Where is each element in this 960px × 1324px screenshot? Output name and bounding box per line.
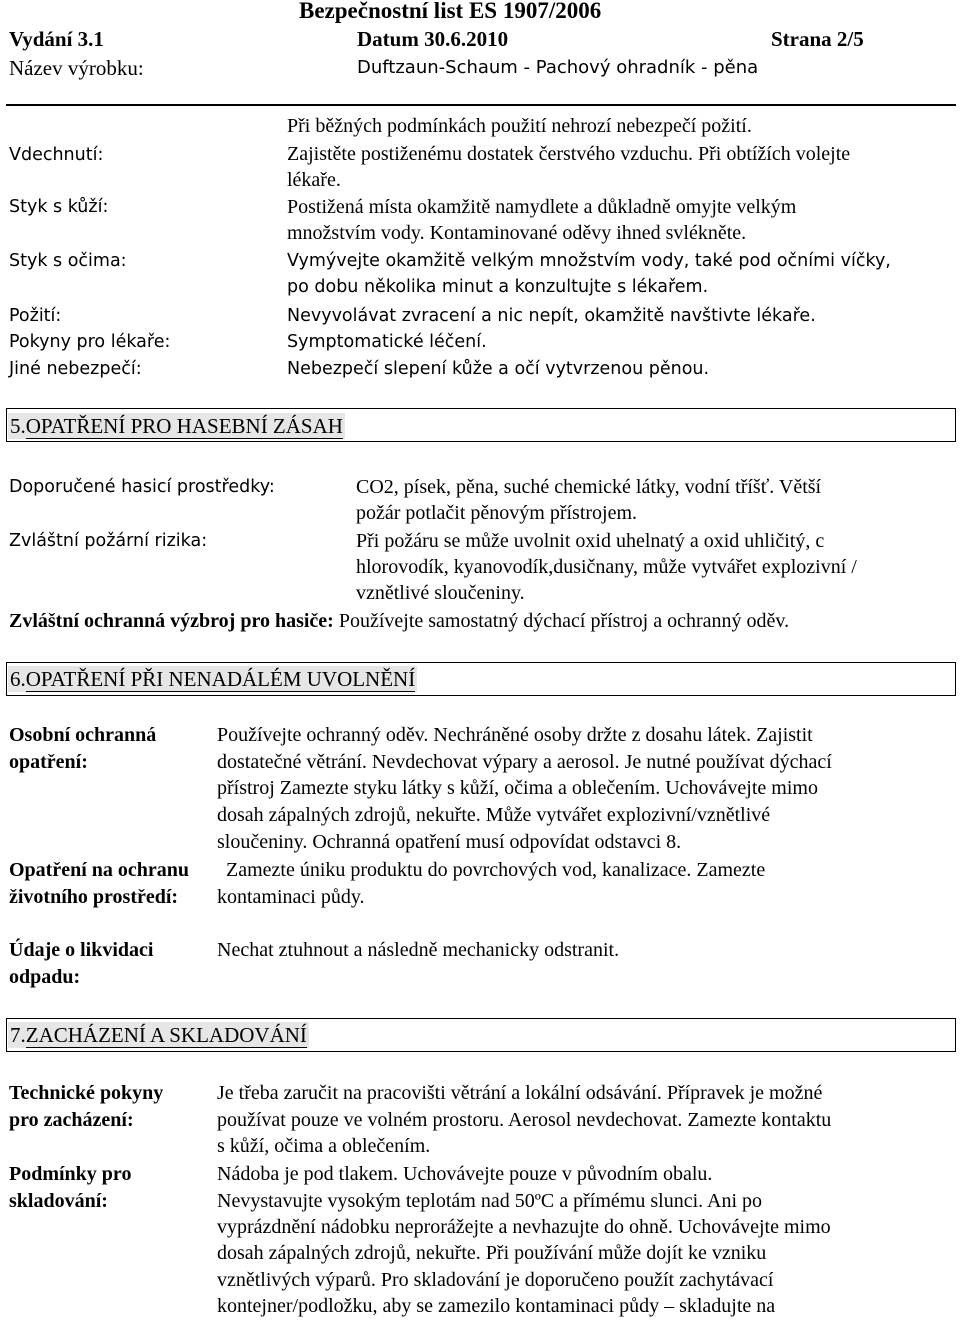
storage-text-1: Nádoba je pod tlakem. Uchovávejte pouze v původním obalu. [217,1163,713,1185]
fire-hazards-text-3: vznětlivé sloučeniny. [356,582,525,604]
fire-hazards-label: Zvláštní požární rizika: [9,531,208,551]
eyes-label: Styk s očima: [9,251,127,271]
section-5-heading [8,413,345,439]
environment-text-2: kontaminaci půdy. [217,886,365,908]
storage-text-2: Nevystavujte vysokým teplotám nad 50ºC a přímému slunci. Ani po [217,1190,763,1212]
header-divider [6,104,956,106]
eyes-text-2: po dobu několika minut a konzultujte s lékařem. [287,277,709,297]
inhalation-label: Vdechnutí: [9,145,104,165]
extinguishing-text-1: CO2, písek, pěna, suché chemické látky, vodní tříšť. Větší [356,476,822,498]
handling-label-1: Technické pokyny [9,1082,164,1104]
skin-label: Styk s kůží: [9,197,109,217]
personal-precautions-text-5: sloučeniny. Ochranná opatření musí odpovídat odstavci 8. [217,831,682,853]
date: Datum 30.6.2010 [357,27,509,51]
ingestion-text: Nevyvolávat zvracení a nic nepít, okamžitě navštivte lékaře. [287,306,816,326]
first-aid-general: Při běžných podmínkách použití nehrozí nebezpečí požití. [287,115,752,137]
other-hazards-label: Jiné nebezpečí: [9,359,142,379]
storage-text-5: vznětlivých výparů. Pro skladování je doporučeno použít zachytávací [217,1269,774,1291]
fire-hazards-text-1: Při požáru se může uvolnit oxid uhelnatý a oxid uhličitý, c [356,530,825,552]
skin-text-1: Postižená místa okamžitě namydlete a důkladně omyjte velkým [287,196,797,218]
section-7-title: ZACHÁZENÍ A SKLADOVÁNÍ [25,1023,307,1047]
inhalation-text-1: Zajistěte postiženému dostatek čerstvého vzduchu. Při obtížích volejte [287,143,851,165]
page-number: Strana 2/5 [771,27,864,51]
personal-precautions-text-1: Používejte ochranný oděv. Nechráněné osoby držte z dosahu látek. Zajistit [217,724,813,746]
storage-text-4: dosah zápalných zdrojů, nekuřte. Při používání může dojít ke vzniku [217,1242,767,1264]
handling-text-3: s kůží, očima a oblečením. [217,1135,431,1157]
storage-label-1: Podmínky pro [9,1163,132,1185]
other-hazards-text: Nebezpečí slepení kůže a očí vytvrzenou pěnou. [287,359,710,379]
doctor-label: Pokyny pro lékaře: [9,332,171,352]
inhalation-text-2: lékaře. [287,169,341,191]
storage-text-3: vyprázdnění nádobku neprorážejte a nevhazujte do ohně. Uchovávejte mimo [217,1216,831,1238]
section-6-heading [8,666,417,692]
section-7-heading [8,1022,309,1048]
firefighter-equipment-row [9,608,789,634]
disposal-label-1: Údaje o likvidaci [9,939,154,961]
extinguishing-label: Doporučené hasicí prostředky: [9,477,275,497]
handling-text-1: Je třeba zaručit na pracovišti větrání a lokální odsávání. Přípravek je možné [217,1082,823,1104]
environment-label-1: Opatření na ochranu [9,859,190,881]
section-6-number: 6. [10,667,26,691]
disposal-label-2: odpadu: [9,966,81,988]
storage-text-6: kontejner/podložku, aby se zamezilo kontaminaci půdy – skladujte na [217,1295,776,1317]
storage-label-2: skladování: [9,1190,108,1212]
personal-precautions-text-4: dosah zápalných zdrojů, nekuřte. Může vytvářet explozivní/vznětlivé [217,804,771,826]
extinguishing-text-2: požár potlačit pěnovým přístrojem. [356,502,638,524]
personal-precautions-label-1: Osobní ochranná [9,724,157,746]
edition: Vydání 3.1 [9,27,104,51]
handling-label-2: pro zacházení: [9,1109,134,1131]
eyes-text-1: Vymývejte okamžitě velkým množstvím vody, také pod očními víčky, [287,251,891,271]
section-5-number: 5. [10,414,26,438]
disposal-text: Nechat ztuhnout a následně mechanicky odstranit. [217,939,620,961]
section-5-title: OPATŘENÍ PRO HASEBNÍ ZÁSAH [25,414,343,438]
environment-label-2: životního prostředí: [9,886,179,908]
personal-precautions-text-3: přístroj Zamezte styku látky s kůží, očima a oblečením. Uchovávejte mimo [217,777,818,799]
handling-text-2: používat pouze ve volném prostoru. Aerosol nevdechovat. Zamezte kontaktu [217,1109,832,1131]
doctor-text: Symptomatické léčení. [287,332,487,352]
firefighter-equipment-text: Používejte samostatný dýchací přístroj a ochranný oděv. [338,610,790,632]
ingestion-label: Požití: [9,306,62,326]
personal-precautions-label-2: opatření: [9,751,88,773]
section-7-number: 7. [10,1023,26,1047]
firefighter-equipment-label: Zvláštní ochranná výzbroj pro hasiče: [9,610,334,632]
skin-text-2: množstvím vody. Kontaminované oděvy ihned svlékněte. [287,222,747,244]
section-6-title: OPATŘENÍ PŘI NENADÁLÉM UVOLNĚNÍ [25,667,416,691]
personal-precautions-text-2: dostatečné větrání. Nevdechovat výpary a aerosol. Je nutné používat dýchací [217,751,832,773]
fire-hazards-text-2: hlorovodík, kyanovodík,dusičnany, může vytvářet explozivní / [356,556,857,578]
environment-text-1: Zamezte úniku produktu do povrchových vod, kanalizace. Zamezte [226,859,766,881]
document-title: Bezpečnostní list ES 1907/2006 [299,0,602,23]
product-label: Název výrobku: [9,56,144,80]
product-name: Duftzaun-Schaum - Pachový ohradník - pěna [357,57,759,78]
